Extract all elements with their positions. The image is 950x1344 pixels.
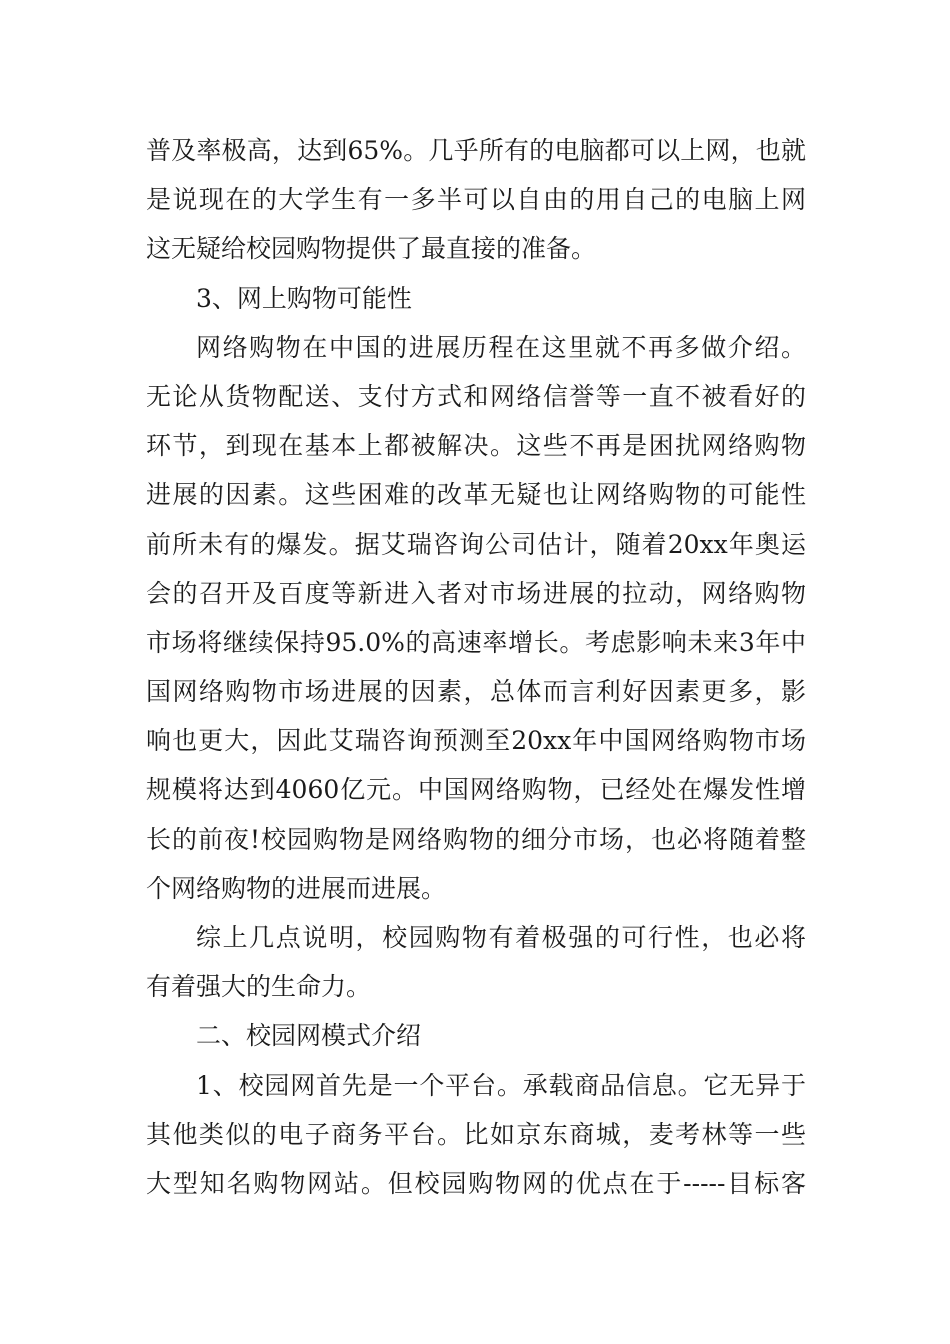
text-line: 响也更大，因此艾瑞咨询预测至20xx年中国网络购物市场 — [146, 726, 806, 756]
text-line: 大型知名购物网站。但校园购物网的优点在于-----目标客 — [146, 1168, 806, 1198]
text-line: 规模将达到4060亿元。中国网络购物，已经处在爆发性增 — [146, 775, 806, 805]
paragraph-first-line: 1、校园网首先是一个平台。承载商品信息。它无异于 — [196, 1070, 806, 1100]
section-heading: 二、校园网模式介绍 — [196, 1021, 422, 1051]
text-line: 市场将继续保持95.0%的高速率增长。考虑影响未来3年中 — [146, 627, 806, 657]
text-line: 前所未有的爆发。据艾瑞咨询公司估计，随着20xx年奥运 — [146, 529, 806, 559]
text-line: 有着强大的生命力。 — [146, 972, 372, 1002]
paragraph-first-line: 综上几点说明，校园购物有着极强的可行性，也必将 — [196, 923, 806, 952]
text-line: 会的召开及百度等新进入者对市场进展的拉动，网络购物 — [146, 578, 806, 608]
text-line: 这无疑给校园购物提供了最直接的准备。 — [146, 234, 597, 264]
document-body — [146, 126, 806, 1208]
text-line: 普及率极高，达到65%。几乎所有的电脑都可以上网，也就 — [146, 136, 806, 165]
text-line: 长的前夜!校园购物是网络购物的细分市场，也必将随着整 — [146, 824, 806, 854]
text-line: 无论从货物配送、支付方式和网络信誉等一直不被看好的 — [146, 381, 806, 411]
text-line: 个网络购物的进展而进展。 — [146, 873, 447, 903]
section-heading: 3、网上购物可能性 — [196, 283, 412, 313]
paragraph-first-line: 网络购物在中国的进展历程在这里就不再多做介绍。 — [196, 332, 806, 362]
text-line: 其他类似的电子商务平台。比如京东商城，麦考林等一些 — [146, 1119, 806, 1149]
text-line: 国网络购物市场进展的因素，总体而言利好因素更多，影 — [146, 677, 806, 707]
text-line: 进展的因素。这些困难的改革无疑也让网络购物的可能性 — [146, 480, 806, 510]
text-line: 是说现在的大学生有一多半可以自由的用自己的电脑上网 — [146, 185, 806, 215]
text-line: 环节，到现在基本上都被解决。这些不再是困扰网络购物 — [146, 431, 806, 461]
